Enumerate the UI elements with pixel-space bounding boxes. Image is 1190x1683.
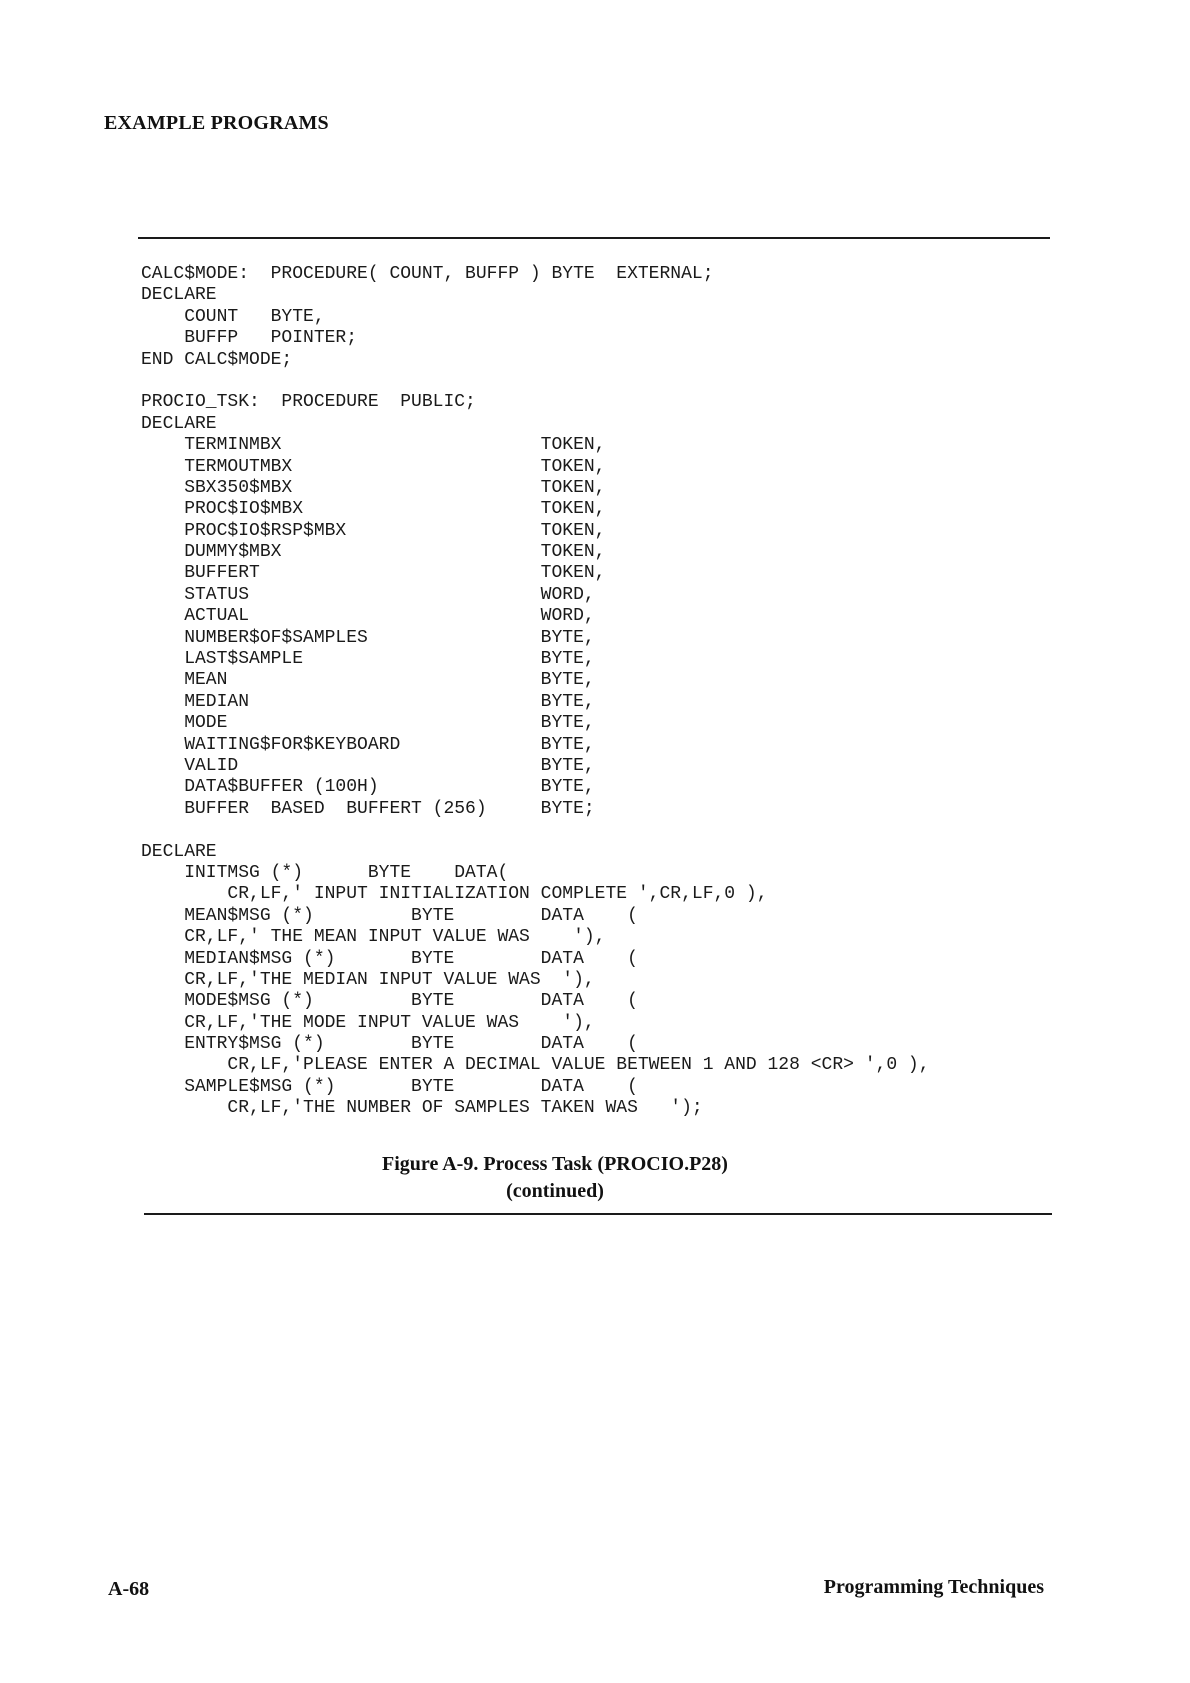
code-line: CALC$MODE: PROCEDURE( COUNT, BUFFP ) BYTE EXTERNAL; xyxy=(141,264,714,284)
code-line: MODE BYTE, xyxy=(141,713,595,734)
code-line xyxy=(141,820,930,841)
code-line: ENTRY$MSG (*) BYTE DATA ( xyxy=(141,1034,638,1055)
code-line: CR,LF,' THE MEAN INPUT VALUE WAS '), xyxy=(141,927,606,948)
code-line: WAITING$FOR$KEYBOARD BYTE, xyxy=(141,734,595,755)
code-line: DATA$BUFFER (100H) BYTE, xyxy=(141,777,595,798)
code-line: MODE$MSG (*) BYTE DATA ( xyxy=(141,991,638,1012)
code-line: CR,LF,'THE MODE INPUT VALUE WAS '), xyxy=(141,1012,595,1033)
code-line: SBX350$MBX TOKEN, xyxy=(141,477,606,498)
chapter-title: Programming Techniques xyxy=(823,1576,1044,1598)
code-line: DECLARE xyxy=(141,841,217,862)
code-line: CR,LF,' INPUT INITIALIZATION COMPLETE ',CR,LF,0 ), xyxy=(141,884,768,905)
code-line: INITMSG (*) BYTE DATA( xyxy=(141,862,509,883)
code-line: CR,LF,'THE MEDIAN INPUT VALUE WAS '), xyxy=(141,969,595,990)
code-line xyxy=(141,371,930,392)
code-line: END CALC$MODE; xyxy=(141,349,293,370)
code-line: BUFFER BASED BUFFERT (256) BYTE; xyxy=(141,798,595,819)
code-line: TERMOUTMBX TOKEN, xyxy=(141,456,606,477)
code-line: LAST$SAMPLE BYTE, xyxy=(141,649,595,670)
figure-caption-continued: (continued) xyxy=(506,1180,604,1202)
code-line: BUFFERT TOKEN, xyxy=(141,563,606,584)
code-line: MEDIAN$MSG (*) BYTE DATA ( xyxy=(141,948,638,969)
section-title: EXAMPLE PROGRAMS xyxy=(104,112,329,134)
code-line: BUFFP POINTER; xyxy=(141,328,358,349)
code-line: TERMINMBX TOKEN, xyxy=(141,435,606,456)
top-rule xyxy=(138,237,1050,239)
figure-caption: Figure A-9. Process Task (PROCIO.P28) xyxy=(382,1153,728,1175)
code-line: VALID BYTE, xyxy=(141,755,595,776)
code-listing xyxy=(141,264,930,1120)
code-line: SAMPLE$MSG (*) BYTE DATA ( xyxy=(141,1076,638,1097)
code-line: NUMBER$OF$SAMPLES BYTE, xyxy=(141,627,595,648)
code-line: COUNT BYTE, xyxy=(141,306,325,327)
code-line: STATUS WORD, xyxy=(141,584,595,605)
code-line: MEAN$MSG (*) BYTE DATA ( xyxy=(141,905,638,926)
code-line: PROCIO_TSK: PROCEDURE PUBLIC; xyxy=(141,392,476,413)
code-line: MEAN BYTE, xyxy=(141,670,595,691)
code-line: ACTUAL WORD, xyxy=(141,606,595,627)
code-line: PROC$IO$MBX TOKEN, xyxy=(141,499,606,520)
code-line: DUMMY$MBX TOKEN, xyxy=(141,542,606,563)
code-line: DECLARE xyxy=(141,413,217,434)
code-line: CR,LF,'PLEASE ENTER A DECIMAL VALUE BETWEEN 1 AND 128 <CR> ',0 ), xyxy=(141,1055,930,1076)
bottom-rule xyxy=(144,1213,1052,1215)
page-number: A-68 xyxy=(108,1578,150,1600)
code-line: MEDIAN BYTE, xyxy=(141,691,595,712)
code-line: PROC$IO$RSP$MBX TOKEN, xyxy=(141,520,606,541)
code-line: CR,LF,'THE NUMBER OF SAMPLES TAKEN WAS '); xyxy=(141,1098,703,1119)
code-line: DECLARE xyxy=(141,285,217,306)
